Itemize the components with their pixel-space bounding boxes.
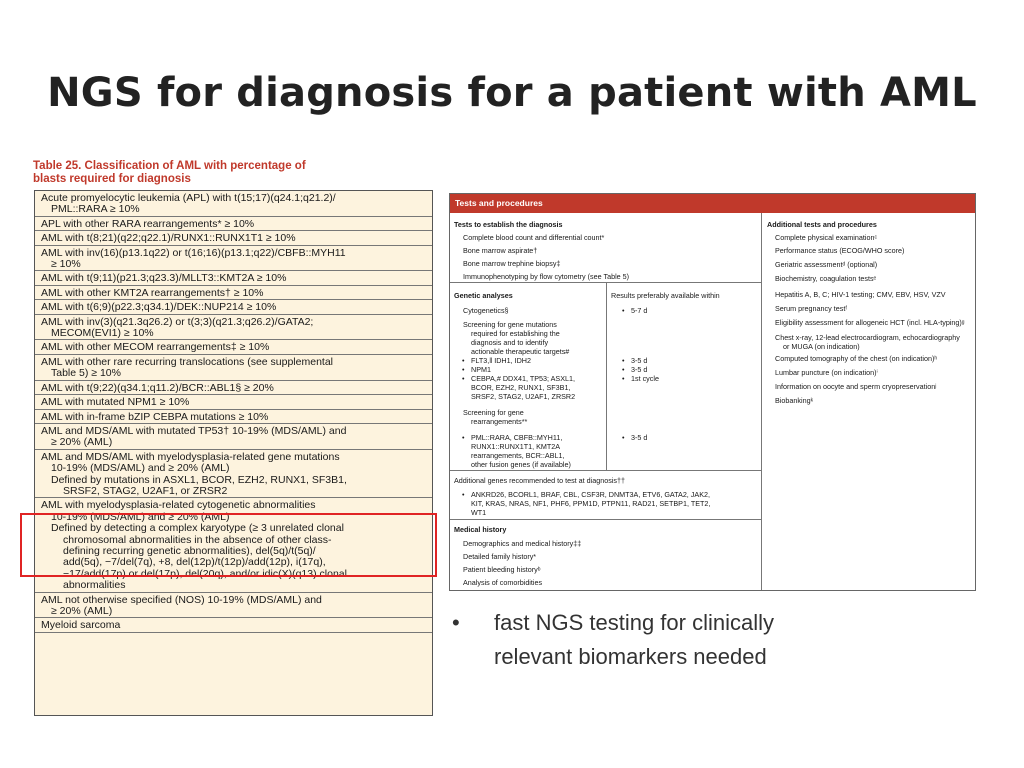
classification-row-line: Table 5) ≥ 10% <box>51 367 121 380</box>
classification-row <box>35 340 432 354</box>
classification-row-line: AML and MDS/AML with mutated TP53† 10-19% (MDS/AML) and <box>41 424 347 437</box>
classification-row <box>35 300 432 314</box>
rearrangement-time: • 3-5 d <box>631 433 647 442</box>
column-divider <box>761 213 762 590</box>
classification-row <box>35 424 432 450</box>
table25-caption <box>33 160 413 186</box>
classification-row-line: AML with myelodysplasia-related cytogenetic abnormalities <box>41 499 316 512</box>
additional-item: Biochemistry, coagulation testsᵉ <box>775 274 877 283</box>
page-title: NGS for diagnosis for a patient with AML <box>47 70 977 116</box>
additional-item: Eligibility assessment for allogeneic HCT (incl. HLA-typing)ᵍ <box>775 318 965 327</box>
additional-item: Information on oocyte and sperm cryopreservationʲ <box>775 382 937 391</box>
medical-item: Detailed family history* <box>463 552 537 561</box>
table25-caption-line: blasts required for diagnosis <box>33 173 191 185</box>
classification-row-line: defining recurring genetic abnormalities), del(5q)/t(5q)/ <box>63 544 316 557</box>
classification-row-line: add(5q), −7/del(7q), +8, del(12p)/t(12p)/add(12p), i(17q), <box>63 556 326 569</box>
classification-row-line: ≥ 20% (AML) <box>51 436 113 449</box>
row-divider <box>450 519 761 520</box>
classification-row <box>35 246 432 272</box>
bullet-text: fast NGS testing for clinically relevant biomarkers needed <box>494 610 774 669</box>
classification-row-line: SRSF2, STAG2, U2AF1, or ZRSR2 <box>63 484 228 497</box>
mutation-gene-item: BCOR, EZH2, RUNX1, SF3B1, <box>471 383 571 392</box>
classification-row-line: Acute promyelocytic leukemia (APL) with t(15;17)(q24.1;q21.2)/ <box>41 192 336 204</box>
column-divider <box>606 282 607 470</box>
cytogenetics-item: Cytogenetics§ <box>463 306 509 315</box>
mutation-gene-item: SRSF2, STAG2, U2AF1, ZRSR2 <box>471 392 576 401</box>
medical-item: Demographics and medical history‡‡ <box>463 539 582 548</box>
additional-item: Geriatric assessmentᵈ (optional) <box>775 260 878 269</box>
section-title-establish: Tests to establish the diagnosis <box>454 220 563 229</box>
table25-caption-line: Table 25. Classification of AML with percentage of <box>33 160 306 172</box>
classification-row-line: APL with other RARA rearrangements* ≥ 10% <box>41 217 255 230</box>
classification-row-line: AML not otherwise specified (NOS) 10-19% (MDS/AML) and <box>41 593 322 606</box>
classification-row <box>35 217 432 231</box>
additional-item: Computed tomography of the chest (on indication)ʰ <box>775 354 938 363</box>
classification-row <box>35 395 432 409</box>
screening-rearrangements-line: Screening for gene <box>463 408 524 417</box>
mutation-gene-item: • FLT3,‖ IDH1, IDH2 <box>471 356 531 365</box>
medical-item: Patient bleeding historyᵇ <box>463 565 541 574</box>
screening-rearrangements-line: rearrangements** <box>471 417 528 426</box>
additional-genes-title: Additional genes recommended to test at diagnosis†† <box>454 476 626 485</box>
mutation-time: • 1st cycle <box>631 374 659 383</box>
section-title-genetic: Genetic analyses <box>454 291 513 300</box>
classification-row <box>35 593 432 619</box>
classification-row-line: AML with inv(16)(p13.1q22) or t(16;16)(p13.1;q22)/CBFB::MYH11 <box>41 246 346 259</box>
classification-row-line: 10-19% (MDS/AML) and ≥ 20% (AML) <box>51 462 230 475</box>
classification-row <box>35 271 432 285</box>
mutation-time: • 3-5 d <box>631 356 647 365</box>
classification-row <box>35 191 432 217</box>
results-column-title: Results preferably available within <box>611 291 720 300</box>
mutation-time: • 3-5 d <box>631 365 647 374</box>
classification-row-line: Myeloid sarcoma <box>41 619 121 632</box>
section-title-medical: Medical history <box>454 525 507 534</box>
additional-genes-line: • ANKRD26, BCORL1, BRAF, CBL, CSF3R, DNMT3A, ETV6, GATA2, JAK2, <box>471 490 710 499</box>
additional-item: Chest x-ray, 12-lead electrocardiogram, echocardiography <box>775 333 960 342</box>
row-divider <box>450 470 761 471</box>
classification-row-line: MECOM(EVI1) ≥ 10% <box>51 327 154 340</box>
classification-row-line: AML with other KMT2A rearrangements† ≥ 10% <box>41 286 264 299</box>
classification-row-line: AML with t(6;9)(p22.3;q34.1)/DEK::NUP214 ≥ 10% <box>41 301 277 314</box>
screening-mutations-line: actionable therapeutic targets# <box>471 347 570 356</box>
test-item: Immunophenotyping by flow cytometry (see Table 5) <box>463 272 630 281</box>
section-title-additional: Additional tests and procedures <box>767 220 877 229</box>
rearrangement-item: RUNX1::RUNX1T1, KMT2A <box>471 442 561 451</box>
screening-mutations-line: required for establishing the <box>471 329 560 338</box>
classification-row-line: AML with in-frame bZIP CEBPA mutations ≥ 10% <box>41 410 269 423</box>
test-item: Bone marrow aspirate† <box>463 246 538 255</box>
classification-row-line: −17/add(17p) or del(17p), del(20q), and/or idic(X)(q13) clonal <box>63 567 347 580</box>
classification-row-line: ≥ 20% (AML) <box>51 605 113 617</box>
classification-row-line: PML::RARA ≥ 10% <box>51 203 140 216</box>
classification-row <box>35 450 432 499</box>
classification-row-line: AML with other MECOM rearrangements‡ ≥ 10% <box>41 341 270 354</box>
classification-row <box>35 618 432 632</box>
classification-row-line: AML with t(8;21)(q22;q22.1)/RUNX1::RUNX1T1 ≥ 10% <box>41 232 296 245</box>
additional-item: Biobankingᵏ <box>775 396 814 405</box>
classification-row-line: Defined by detecting a complex karyotype (≥ 3 unrelated clonal <box>51 522 344 535</box>
classification-row-line: 10-19% (MDS/AML) and ≥ 20% (AML) <box>51 510 230 523</box>
test-item: Complete blood count and differential count* <box>463 233 605 242</box>
classification-row-line: Defined by mutations in ASXL1, BCOR, EZH2, RUNX1, SF3B1, <box>51 473 347 486</box>
classification-row-line: abnormalities <box>63 579 126 592</box>
additional-item: Hepatitis A, B, C; HIV-1 testing; CMV, EBV, HSV, VZV <box>775 290 946 299</box>
classification-row-line: AML with other rare recurring translocations (see supplemental <box>41 355 333 368</box>
classification-row-line: AML with inv(3)(q21.3q26.2) or t(3;3)(q21.3;q26.2)/GATA2; <box>41 315 314 328</box>
additional-genes-line: KIT, KRAS, NRAS, NF1, PHF6, PPM1D, PTPN11, RAD21, SETBP1, TET2, <box>471 499 711 508</box>
classification-row-line: AML and MDS/AML with myelodysplasia-related gene mutations <box>41 450 340 463</box>
mutation-gene-item: • CEBPA,# DDX41, TP53; ASXL1, <box>471 374 575 383</box>
tests-procedures-table <box>449 193 976 591</box>
additional-item: Performance status (ECOG/WHO score) <box>775 246 905 255</box>
classification-row-line: AML with t(9;22)(q34.1;q11.2)/BCR::ABL1§ ≥ 20% <box>41 381 274 394</box>
medical-item: Analysis of comorbidities <box>463 578 543 587</box>
aml-classification-table <box>34 190 433 716</box>
rearrangement-item: rearrangements, BCR::ABL1, <box>471 451 565 460</box>
cytogenetics-time: • 5-7 d <box>631 306 647 315</box>
highlight-box <box>20 510 437 577</box>
additional-item: Lumbar puncture (on indication)ⁱ <box>775 368 878 377</box>
screening-mutations-line: diagnosis and to identify <box>471 338 549 347</box>
additional-item: Complete physical examinationᶜ <box>775 233 878 242</box>
classification-row-line: AML with mutated NPM1 ≥ 10% <box>41 396 190 409</box>
additional-item: Serum pregnancy testᶠ <box>775 304 847 313</box>
additional-item: or MUGA (on indication) <box>783 342 860 351</box>
classification-row <box>35 410 432 424</box>
classification-row-line: ≥ 10% <box>51 258 81 271</box>
classification-row <box>35 286 432 300</box>
classification-row <box>35 231 432 245</box>
classification-row <box>35 381 432 395</box>
classification-row-line: AML with t(9;11)(p21.3;q23.3)/MLLT3::KMT2A ≥ 10% <box>41 272 287 285</box>
classification-row <box>35 315 432 341</box>
additional-genes-line: WT1 <box>471 508 487 517</box>
classification-row-line: chromosomal abnormalities in the absence of other class- <box>63 533 332 546</box>
rearrangement-item: • PML::RARA, CBFB::MYH11, <box>471 433 562 442</box>
tests-table-header: Tests and procedures <box>450 194 975 213</box>
bullet-dot: • <box>452 610 460 635</box>
screening-mutations-line: Screening for gene mutations <box>463 320 557 329</box>
rearrangement-item: other fusion genes (if available) <box>471 460 571 469</box>
mutation-gene-item: • NPM1 <box>471 365 491 374</box>
classification-row <box>35 355 432 381</box>
test-item: Bone marrow trephine biopsy‡ <box>463 259 561 268</box>
